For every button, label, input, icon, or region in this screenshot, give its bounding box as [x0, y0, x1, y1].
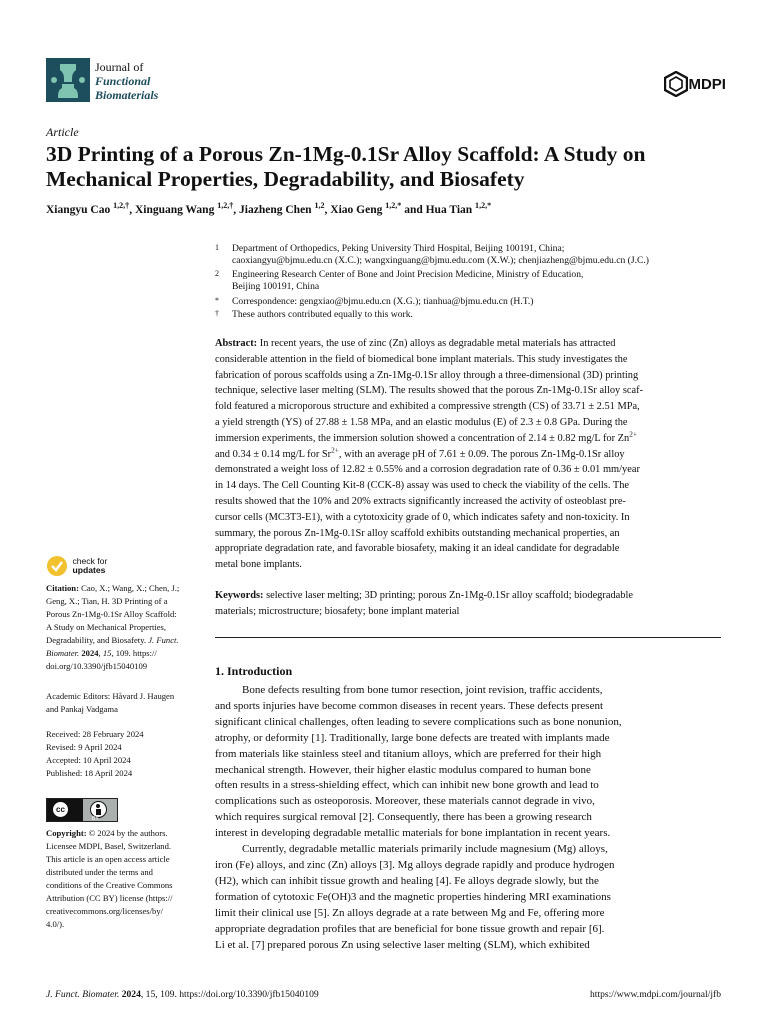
journal-logo-icon: [46, 58, 90, 102]
cc-icon: cc: [52, 801, 69, 818]
equal-contribution-note: † These authors contributed equally to this work.: [215, 309, 413, 320]
check-updates-line2: updates: [72, 565, 106, 575]
footer-citation: J. Funct. Biomater. 2024, 15, 109. https://doi.org/10.3390/jfb15040109: [46, 989, 319, 1000]
abstract-divider: [215, 637, 721, 638]
citation-doi-link[interactable]: doi.org/10.3390/jfb15040109: [46, 661, 148, 671]
check-updates-line1: check for: [72, 555, 108, 566]
citation-label: Citation:: [46, 583, 79, 593]
author[interactable]: Hua Tian $^{1,2,*}$: [425, 201, 492, 216]
license-link[interactable]: creativecommons.org/licenses/by/: [46, 906, 164, 916]
journal-name-line2: Functional: [95, 74, 151, 88]
academic-editors: Academic Editors: Håvard J. Haugen and Pankaj Vadgama: [46, 691, 175, 714]
abstract-label: Abstract:: [215, 338, 258, 349]
affiliation-emails: caoxiangyu@bjmu.edu.cn (X.C.); wangxinguang@bjmu.edu.com (X.W.); chenjiazheng@bjmu.edu.cn (J.C.): [232, 255, 649, 267]
date-published: Published: 18 April 2024: [46, 768, 133, 778]
cc-by-license-badge[interactable]: [46, 798, 118, 822]
citation-block: Citation: Cao, X.; Wang, X.; Chen, J.; Geng, X.; Tian, H. 3D Printing of a Porous Zn-1Mg-0.1Sr Alloy Scaffold: A Study on Mechanical Properties, Degradability, and Biosafety. J. Funct. Biomater. 2024, 15, 109. https:// doi.org/10.3390/jfb15040109: [46, 582, 198, 673]
journal-name: [95, 60, 158, 102]
author[interactable]: Xiangyu Cao $^{1,2,\dagger}$: [46, 201, 130, 216]
copyright-block: Copyright: © 2024 by the authors. Licensee MDPI, Basel, Switzerland. This article is an open access article distributed under the terms and conditions of the Creative Commons Attribution (CC BY) license (https:// creativecommons.org/licenses/by/ 4.0/).: [46, 827, 198, 931]
date-accepted: Accepted: 10 April 2024: [46, 755, 131, 765]
mdpi-hexagon-icon: [664, 71, 688, 97]
copyright-label: Copyright:: [46, 828, 87, 838]
paper-title: [46, 142, 736, 192]
title-line-2: Mechanical Properties, Degradability, and Biosafety: [46, 167, 525, 191]
by-label: BY: [92, 816, 99, 822]
footer-journal-url[interactable]: https://www.mdpi.com/journal/jfb: [589, 989, 721, 1000]
affiliation-1: 1 Department of Orthopedics, Peking University Third Hospital, Beijing 100191, China; caoxiangyu@bjmu.edu.cn (X.C.); wangxinguang@bjmu.edu.com (X.W.); chenjiazheng@bjmu.edu.cn (J.C.): [215, 243, 735, 268]
correspondence: * Correspondence: gengxiao@bjmu.edu.cn (X.G.); tianhua@bjmu.edu.cn (H.T.): [215, 296, 534, 307]
check-for-updates-button[interactable]: [46, 555, 107, 577]
keywords: Keywords: selective laser melting; 3D printing; porous Zn-1Mg-0.1Sr alloy scaffold; biodegradable materials; microstructure; biosafety; bone implant material: [215, 590, 633, 617]
author-list: Xiangyu Cao $^{1,2,\dagger}$, Xinguang Wang $^{1,2,\dagger}$, Jiazheng Chen $^{1,2}$, Xiao Geng $^{1,2,*}$ and Hua Tian $^{1,2,*}$: [46, 201, 492, 216]
keywords-label: Keywords:: [215, 590, 264, 601]
mdpi-logo: [664, 71, 726, 97]
journal-name-line1: Journal of: [95, 60, 144, 74]
title-line-1: 3D Printing of a Porous Zn-1Mg-0.1Sr Alloy Scaffold: A Study on: [46, 142, 646, 166]
article-type: Article: [46, 125, 79, 139]
date-received: Received: 28 February 2024: [46, 729, 144, 739]
author[interactable]: Jiazheng Chen $^{1,2}$: [239, 201, 325, 216]
journal-logo: [46, 58, 90, 102]
journal-name-line3: Biomaterials: [95, 88, 159, 102]
author[interactable]: Xiao Geng $^{1,2,*}$: [330, 201, 402, 216]
introduction-body: Bone defects resulting from bone tumor resection, joint revision, traffic accidents, and sports injuries have become common diseases in recent years. These defects present significant clinical challenges, often leading to severe complications such as bone nonunion, atrophy, or deformity [1]. Traditionally, large bone defects are treated with implants made from materials like stainless steel and titanium alloys, which are preferred for their high mechanical strength. However, their higher elastic modulus compared to human bone often results in a stress-shielding effect, which can inhibit new bone growth and lead to complications such as osteoporosis. Moreover, these materials cannot degrade in vivo, which requires surgical removal [2]. Consequently, there has been a growing research interest in developing degradable metallic materials for bone implantation in recent years. Currently, degradable metallic materials primarily include magnesium (Mg) alloys, iron (Fe) alloys, and zinc (Zn) alloys [3]. Mg alloys degrade rapidly and produce hydrogen (H2), which can inhibit tissue growth and healing [4]. Fe alloys degrade slowly, but the formation of cytotoxic Fe(OH)3 and the magnetic properties hindering MRI examinations limit their clinical use [5]. Zn alloys degrade at a rate between Mg and Fe, offering more appropriate degradation profiles that are beneficial for bone tissue growth and repair [6]. Li et al. [7] prepared porous Zn using selective laser melting (SLM), which exhibited: [215, 684, 622, 951]
abstract: Abstract: In recent years, the use of zinc (Zn) alloys as degradable metal materials has attracted considerable attention in the field of biomedical bone implant materials. This study investigates the fabrication of porous scaffolds using a Zn-1Mg-0.1Sr alloy through a three-dimensional (3D) printing technique, selective laser melting (SLM). The results showed that the porous Zn-1Mg-0.1Sr alloy scaf- fold featured a microporous structure and exhibited a compressive strength (CS) of 33.71 ± 2.51 MPa, a yield strength (YS) of 27.88 ± 1.58 MPa, and an elastic modulus (E) of 2.3 ± 0.8 GPa. During the immersion experiments, the immersion solution showed a concentration of 2.14 ± 0.82 mg/L for $Zn^{2+}$ and 0.34 ± 0.14 mg/L for $Sr^{2+}$, with an average pH of 7.61 ± 0.09. The porous Zn-1Mg-0.1Sr alloy demonstrated a weight loss of 12.82 ± 0.55% and a corrosion degradation rate of 0.36 ± 0.01 mm/year in 14 days. The Cell Counting Kit-8 (CCK-8) assay was used to check the viability of the cells. The results showed that the 10% and 20% extracts significantly increased the activity of osteoblast pre- cursor cells (MC3T3-E1), with a cytotoxicity grade of 0, which indicates safety and non-toxicity. In summary, the porous Zn-1Mg-0.1Sr alloy scaffold exhibits outstanding mechanical properties, an appropriate degradation rate, and favorable biosafety, making it an ideal candidate for degradable metal bone implants.: [215, 338, 644, 571]
date-revised: Revised: 9 April 2024: [46, 742, 122, 752]
author[interactable]: Xinguang Wang $^{1,2,\dagger}$: [134, 201, 234, 216]
section-heading-introduction: 1. Introduction: [215, 664, 293, 678]
affiliation-2: 2 Engineering Research Center of Bone and Joint Precision Medicine, Ministry of Education, Beijing 100191, China: [215, 269, 584, 293]
publication-dates: [46, 728, 206, 780]
check-updates-icon: [46, 555, 68, 577]
mdpi-wordmark: MDPI: [688, 75, 726, 93]
